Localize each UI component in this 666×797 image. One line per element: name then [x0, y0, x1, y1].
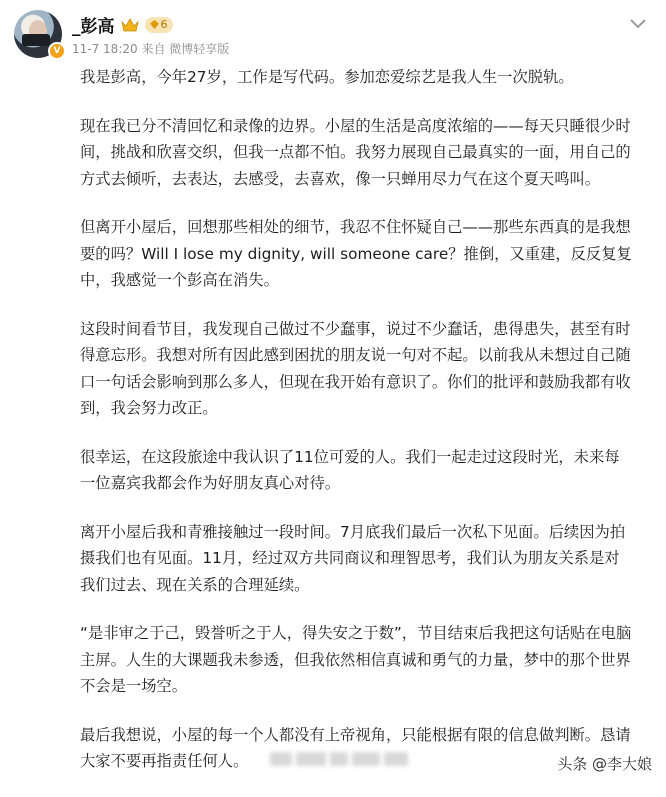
chevron-down-icon[interactable]: [628, 18, 648, 30]
post-meta: 11-7 18:20 来自 微博轻享版: [72, 42, 230, 56]
author-name[interactable]: _彭高: [72, 17, 115, 37]
author-row: [72, 12, 173, 37]
paragraph: 现在我已分不清回忆和录像的边界。小屋的生活是高度浓缩的——每天只睡很少时 间，挑战和欣喜交织，但我一点都不怕。我努力展现自己最真实的一面，用自己的 方式去倾听，去表达，去感受，去喜欢，像一只蝉用尽力气在这个夏天鸣叫。: [80, 116, 631, 188]
diamond-icon: [150, 20, 159, 29]
crown-icon: [121, 17, 139, 33]
watermark-text: 头条 @李大娘: [557, 755, 652, 773]
paragraph: 很幸运，在这段旅途中我认识了11位可爱的人。我们一起走过这段时光，未来每 一位嘉宾我都会作为好朋友真心对待。: [80, 447, 620, 492]
blurred-text: [270, 752, 420, 770]
level-number: 6: [160, 18, 168, 31]
watermark: [557, 753, 652, 774]
verified-badge-icon: V: [48, 42, 66, 60]
paragraph: 最后我想说，小屋的每一个人都没有上帝视角，只能根据有限的信息做判断。恳请 大家不要再指责任何人。: [80, 725, 631, 770]
paragraph: 这段时间看节目，我发现自己做过不少蠢事，说过不少蠢话，患得患失，甚至有时 得意忘形。我想对所有因此感到困扰的朋友说一句对不起。以前我从未想过自己随 口一句话会影响到那么多人，但现在我开始有意识了。你们的批评和鼓励我都有收 到，我会努力改正。: [80, 319, 631, 417]
paragraph: “是非审之于己，毁誉听之于人，得失安之于数”，节目结束后我把这句话贴在电脑 主屏。人生的大课题我未参透，但我依然相信真诚和勇气的力量，梦中的那个世界 不会是一场空。: [80, 624, 632, 695]
paragraph: 但离开小屋后，回想那些相处的细节，我忍不住怀疑自己——那些东西真的是我想 要的吗？Will I lose my dignity, will someone care？推倒，又重建，反反复复 中，我感觉一个彭高在消失。: [80, 218, 632, 289]
paragraph: 离开小屋后我和青雅接触过一段时间。7月底我们最后一次私下见面。后续因为拍 摄我们也有见面。11月，经过双方共同商议和理智思考，我们认为朋友关系是对 我们过去、现在关系的合理延续。: [80, 522, 626, 594]
level-badge[interactable]: [145, 17, 173, 33]
paragraph: 我是彭高，今年27岁，工作是写代码。参加恋爱综艺是我人生一次脱轨。: [80, 68, 574, 86]
post-header: [14, 6, 654, 62]
post-body: [80, 64, 652, 797]
